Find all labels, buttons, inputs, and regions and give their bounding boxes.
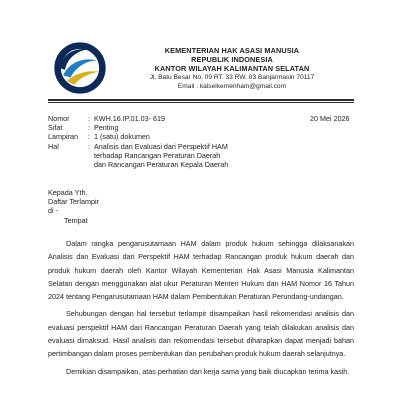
meta-separator: : [88,132,90,142]
ministry-logo [52,40,108,96]
recipient-place: Tempat [64,215,88,225]
letterhead-email: Email : kalselkemenham@gmail.com [177,83,287,90]
letterhead-address: Jl. Batu Besar No. 09 RT. 33 RW. 03 Banjarmasin 70117 [149,74,315,81]
meta-separator: : [88,123,90,133]
meta-separator: : [88,114,90,123]
recipient-list: Daftar Terlampir [48,197,99,207]
letter-metadata [48,114,274,169]
meta-value-lampiran: 1 (satu) dokumen [94,132,150,142]
letterhead-country: REPUBLIK INDONESIA [191,55,273,64]
meta-label: Sifat [48,123,63,133]
recipient-at: di - [48,206,58,216]
meta-value-hal-2: terhadap Rancangan Peraturan Daerah [94,150,221,160]
meta-row-hal-cont [48,151,274,160]
letterhead-rule-thin [48,102,354,103]
recipient-salutation: Kepada Yth. [48,188,88,197]
meta-value-nomor: KWH.16.IP.01.03- 619 [94,114,165,123]
meta-label: Nomor [48,114,70,123]
body-paragraph-3: Demikian disampaikan, atas perhatian dan kerja sama yang baik diucapkan terima kasih. [66,366,350,376]
meta-row-hal-cont [48,160,274,169]
letter-date: 20 Mei 2026 [310,114,350,123]
letterhead-rule-thick [48,99,354,101]
letterhead [110,46,354,91]
letter-body [48,237,354,382]
meta-label: Hal [48,141,59,151]
meta-row-sifat [48,123,274,132]
recipient-block [48,188,99,225]
meta-separator: : [88,141,90,151]
letterhead-office: KANTOR WILAYAH KALIMANTAN SELATAN [154,64,310,73]
meta-value-hal-3: dan Rancangan Peraturan Kepala Daerah [94,160,229,170]
meta-row-lampiran [48,132,274,141]
meta-label: Lampiran [48,132,78,142]
meta-value-sifat: Penting [94,123,119,133]
body-paragraph-1: Dalam rangka pengarusutamaan HAM dalam produk hukum sehingga dilaksanakan Analisis dan Evaluasi dari Perspektif HAM terhadap Rancangan produk hukum daerah dan produk hukum daerah oleh Kantor Wilayah Kementerian Hak Asasi Manusia Kalimantan Selatan dengan menggunakan alat ukur Peraturan Menteri Hukum dan HAM Nomor 16 Tahun 2024 tentang Pengarusutamaan HAM dalam Pembentukan Peraturan Perundang-undangan. [48,239,354,302]
letterhead-ministry: KEMENTERIAN HAK ASASI MANUSIA [164,46,300,55]
meta-value-hal-1: Analisis dan Evaluasi dari Perspektif HAM [94,141,228,151]
meta-row-nomor [48,114,274,123]
meta-row-hal [48,142,274,151]
body-paragraph-2: Sehubungan dengan hal tersebut terlampir disampaikan hasil rekomendasi analisis dan evaluasi perspektif HAM dari Rancangan Peraturan Daerah yang telah dilakukan analisis dan evaluasi dimaksud. Hasil analisis dan rekomendasi tersebut diharapkan dapat menjadi bahan pertimbangan dalam proses pembentukan dan perubahan produk hukum daerah selanjutnya. [48,309,354,359]
